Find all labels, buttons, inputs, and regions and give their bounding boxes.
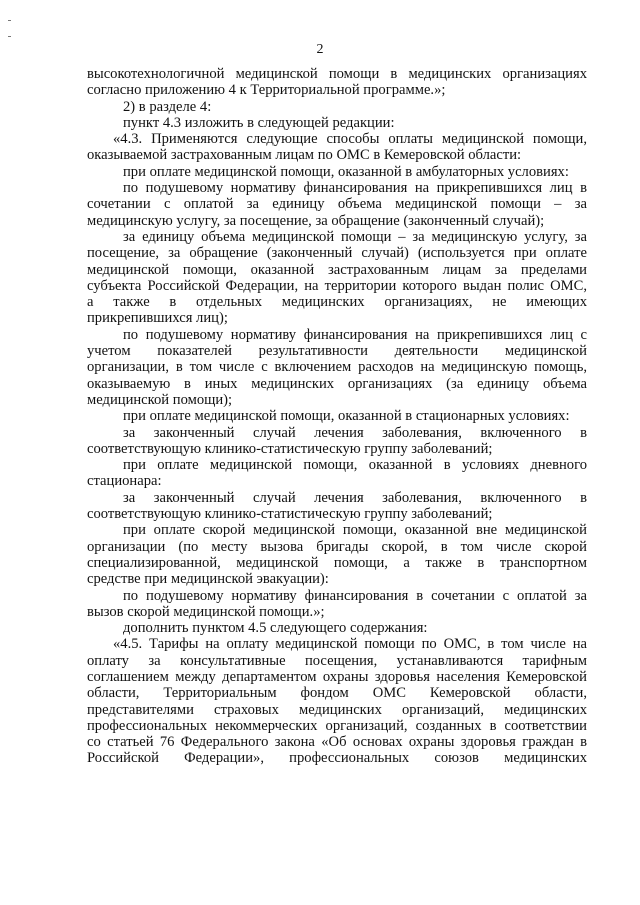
text-line: сочетании с оплатой за единицу объема медицинской помощи – за <box>87 196 587 213</box>
text-line: по подушевому нормативу финансирования на прикрепившихся лиц в <box>123 180 587 197</box>
text-line: при оплате медицинской помощи, оказанной в стационарных условиях: <box>123 408 570 425</box>
text-line: посещение, за обращение (законченный случай) (используется при оплате <box>87 245 587 262</box>
text-line: стационара: <box>87 473 162 490</box>
text-line: оказываемой застрахованным лицам по ОМС в Кемеровской области: <box>87 147 522 164</box>
text-line: по подушевому нормативу финансирования в сочетании с оплатой за <box>123 587 587 604</box>
text-line: учетом показателей результативности деятельности медицинской <box>87 343 587 360</box>
text-line: согласно приложению 4 к Территориальной программе.»; <box>87 82 446 99</box>
document-body <box>87 66 587 767</box>
text-line: прикрепившихся лиц); <box>87 310 228 327</box>
text-line: организации (по месту вызова бригады скорой, в том числе скорой <box>87 538 587 555</box>
text-line: представителями страховых медицинских организаций, медицинских <box>87 701 587 718</box>
scan-edge-mark <box>8 20 11 21</box>
text-line: по подушевому нормативу финансирования на прикрепившихся лиц с <box>123 326 587 343</box>
text-line: медицинской помощи, оказанной застрахованным лицам за пределами <box>87 261 587 278</box>
text-line: высокотехнологичной медицинской помощи в медицинских организациях <box>87 66 587 82</box>
text-line: дополнить пунктом 4.5 следующего содержания: <box>123 620 428 637</box>
text-line: за единицу объема медицинской помощи – за медицинскую услугу, за <box>123 228 587 245</box>
scan-edge-mark <box>8 36 11 37</box>
text-line: со статьей 76 Федерального закона «Об основах охраны здоровья граждан в <box>87 734 587 751</box>
text-line: за законченный случай лечения заболевания, включенного в <box>123 489 587 506</box>
text-line: 2) в разделе 4: <box>123 98 212 115</box>
text-line: специализированной, медицинской помощи, а также в транспортном <box>87 554 587 571</box>
text-line: медицинской помощи); <box>87 391 233 408</box>
text-line: соответствующую клинико-статистическую группу заболеваний; <box>87 440 493 457</box>
text-line: при оплате скорой медицинской помощи, оказанной вне медицинской <box>123 522 587 539</box>
text-line: при оплате медицинской помощи, оказанной в условиях дневного <box>123 457 587 474</box>
text-line: «4.3. Применяются следующие способы оплаты медицинской помощи, <box>113 131 587 148</box>
text-line: при оплате медицинской помощи, оказанной в амбулаторных условиях: <box>123 163 569 180</box>
text-line: вызов скорой медицинской помощи.»; <box>87 603 325 620</box>
text-line: Российской Федерации», профессиональных союзов медицинских <box>87 750 587 767</box>
page-number: 2 <box>316 42 324 57</box>
text-line: соответствующую клинико-статистическую группу заболеваний; <box>87 506 493 523</box>
text-line: профессиональных некоммерческих организаций, созданных в соответствии <box>87 717 587 734</box>
text-line: а также в отдельных медицинских организациях, не имеющих <box>87 294 587 311</box>
text-line: за законченный случай лечения заболевания, включенного в <box>123 424 587 441</box>
text-line: оказываемую в иных медицинских организациях (за единицу объема <box>87 375 587 392</box>
text-line: оплату за консультативные посещения, устанавливаются тарифным <box>87 652 587 669</box>
text-line: пункт 4.3 изложить в следующей редакции: <box>123 114 395 131</box>
text-line: медицинскую услугу, за посещение, за обращение (законченный случай); <box>87 212 545 229</box>
text-line: области, Территориальным фондом ОМС Кемеровской области, <box>87 685 587 702</box>
text-line: субъекта Российской Федерации, на территории которого выдан полис ОМС, <box>87 277 587 294</box>
text-line: организации, в том числе с включением расходов на медицинскую помощь, <box>87 359 587 376</box>
text-line: «4.5. Тарифы на оплату медицинской помощи по ОМС, в том числе на <box>113 636 587 653</box>
text-line: соглашением между департаментом охраны здоровья населения Кемеровской <box>87 668 587 685</box>
text-line: средстве при медицинской эвакуации): <box>87 571 329 588</box>
